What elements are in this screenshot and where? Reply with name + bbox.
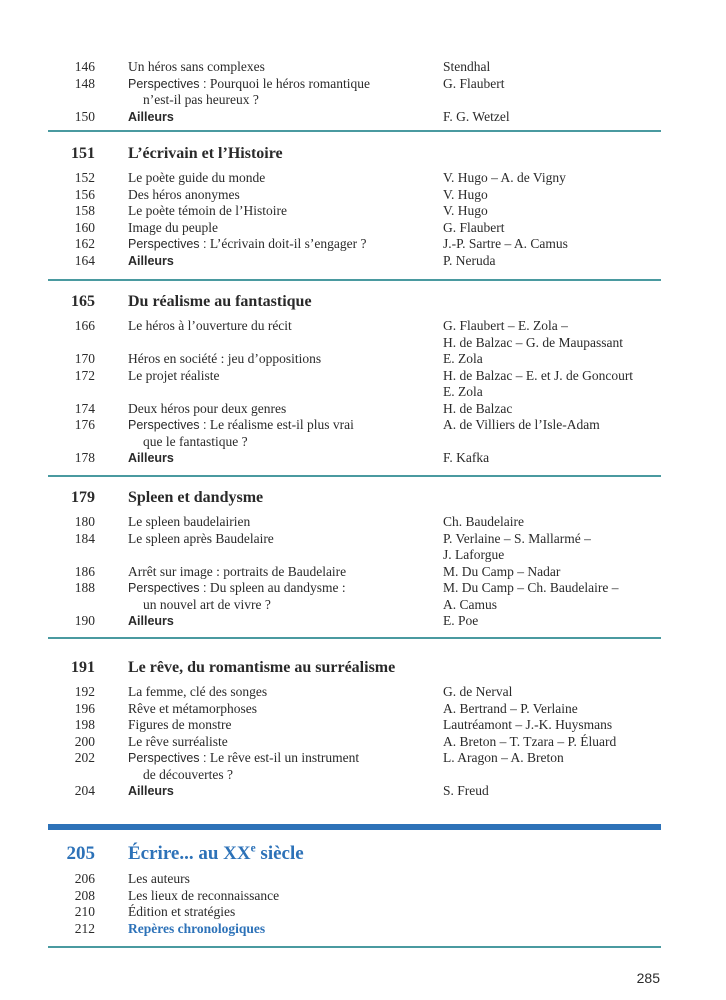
toc-block-3 — [0, 291, 726, 467]
section-title: L’écrivain et l’Histoire — [128, 145, 283, 162]
toc-row — [0, 750, 726, 767]
entry-title — [128, 236, 366, 253]
entry-title — [128, 76, 370, 93]
entry-title: Deux héros pour deux genres — [128, 400, 287, 416]
entry-title: Le héros à l’ouverture du récit — [128, 318, 292, 333]
page-ref: 196 — [74, 700, 95, 716]
toc-row — [0, 236, 726, 253]
toc-row — [0, 904, 726, 921]
toc-row — [0, 318, 726, 335]
entry-title: Les lieux de reconnaissance — [128, 887, 280, 903]
entry-author: G. Flaubert — [443, 75, 505, 91]
page-ref: 162 — [74, 236, 95, 251]
entry-title: Le poète témoin de l’Histoire — [128, 203, 287, 218]
section-page-ref: 151 — [71, 145, 95, 162]
page-ref: 202 — [74, 750, 95, 765]
toc-row — [0, 701, 726, 718]
entry-author: J.-P. Sartre – A. Camus — [443, 236, 568, 251]
page-ref: 208 — [74, 887, 95, 903]
section-heading — [0, 291, 726, 313]
section-page-ref: 179 — [71, 489, 95, 506]
page-ref: 164 — [74, 252, 95, 268]
toc-row-continuation — [0, 335, 726, 352]
toc-row — [0, 253, 726, 270]
section-divider — [48, 946, 661, 948]
entry-author: H. de Balzac – E. et J. de Goncourt — [443, 367, 634, 383]
entry-title: Héros en société : jeu d’oppositions — [128, 351, 322, 366]
entry-author: A. de Villiers de l’Isle-Adam — [443, 417, 600, 432]
page-ref: 176 — [74, 417, 95, 432]
section-divider — [48, 475, 661, 477]
toc-row — [0, 170, 726, 187]
entry-title: Rêve et métamorphoses — [128, 700, 257, 716]
page-ref: 190 — [74, 613, 95, 628]
entry-author: G. Flaubert – E. Zola – — [443, 318, 568, 333]
entry-author: F. G. Wetzel — [443, 108, 510, 124]
perspectives-label: Perspectives : — [128, 751, 207, 765]
page-ref: 156 — [74, 186, 95, 202]
chapter-heading — [0, 841, 726, 867]
page-ref: 166 — [74, 318, 95, 333]
toc-row — [0, 684, 726, 701]
page-ref: 146 — [74, 59, 95, 74]
page-ref: 186 — [74, 563, 95, 579]
toc-block-1 — [0, 59, 726, 125]
page-ref: 184 — [74, 530, 95, 546]
entry-title: Le projet réaliste — [128, 367, 220, 383]
chapter-divider — [48, 824, 661, 830]
chapter-title-text: Écrire... au XX — [128, 843, 251, 864]
toc-row — [0, 109, 726, 126]
perspectives-label: Perspectives : — [128, 76, 207, 91]
entry-author: H. de Balzac — [443, 400, 513, 416]
toc-block-4 — [0, 487, 726, 630]
section-heading — [0, 143, 726, 165]
page-ref: 172 — [74, 367, 95, 383]
entry-title: Un héros sans complexes — [128, 59, 265, 74]
toc-row — [0, 59, 726, 76]
entry-author: Lautréamont – J.-K. Huysmans — [443, 717, 613, 732]
entry-title — [128, 580, 346, 597]
page-ref: 178 — [74, 450, 95, 465]
chapter-title-sup: e — [250, 842, 256, 855]
toc-row — [0, 783, 726, 800]
toc-row — [0, 888, 726, 905]
entry-title: Arrêt sur image : portraits de Baudelaire — [128, 563, 347, 579]
entry-author: G. de Nerval — [443, 684, 513, 699]
page-number: 285 — [636, 970, 660, 986]
ailleurs-entry: Ailleurs — [128, 253, 174, 268]
entry-author: V. Hugo — [443, 186, 488, 202]
entry-author: L. Aragon – A. Breton — [443, 750, 564, 765]
toc-row — [0, 871, 726, 888]
page-ref: 152 — [74, 170, 95, 185]
toc-row-continuation — [0, 547, 726, 564]
entry-title-text: Le rêve est-il un instrument — [209, 750, 360, 765]
toc-row-continuation — [0, 434, 726, 451]
page-ref: 198 — [74, 717, 95, 732]
chapter-page-ref: 205 — [66, 843, 95, 864]
entry-author-continuation: A. Camus — [443, 596, 497, 612]
entry-author: P. Neruda — [443, 252, 496, 268]
toc-block-5 — [0, 657, 726, 800]
toc-block-6 — [0, 841, 726, 937]
entry-author: P. Verlaine – S. Mallarmé – — [443, 530, 591, 546]
page-ref: 192 — [74, 684, 95, 699]
section-page-ref: 191 — [71, 659, 95, 676]
toc-row-continuation — [0, 767, 726, 784]
entry-title-continuation: que le fantastique ? — [143, 433, 248, 449]
entry-author: A. Bertrand – P. Verlaine — [443, 700, 578, 716]
toc-row — [0, 368, 726, 385]
toc-row-continuation — [0, 384, 726, 401]
entry-title-continuation: un nouvel art de vivre ? — [143, 596, 271, 612]
page-ref: 204 — [74, 783, 95, 798]
toc-row — [0, 580, 726, 597]
ailleurs-entry: Ailleurs — [128, 784, 174, 798]
toc-row — [0, 613, 726, 630]
toc-row — [0, 187, 726, 204]
entry-author: S. Freud — [443, 783, 489, 798]
toc-row — [0, 734, 726, 751]
page-ref: 150 — [74, 108, 95, 124]
section-heading — [0, 657, 726, 679]
page-ref: 158 — [74, 203, 95, 218]
entry-author: F. Kafka — [443, 450, 490, 465]
entry-author: Stendhal — [443, 59, 491, 74]
page-ref: 174 — [74, 400, 95, 416]
entry-author: M. Du Camp – Ch. Baudelaire – — [443, 580, 619, 595]
page-ref: 210 — [74, 904, 95, 919]
section-title: Du réalisme au fantastique — [128, 293, 312, 310]
entry-author-continuation: J. Laforgue — [443, 547, 505, 562]
perspectives-label: Perspectives : — [128, 237, 207, 251]
entry-title: La femme, clé des songes — [128, 684, 268, 699]
toc-row — [0, 514, 726, 531]
page-ref: 200 — [74, 733, 95, 749]
section-divider — [48, 130, 661, 132]
toc-row — [0, 531, 726, 548]
entry-title: Les auteurs — [128, 871, 190, 886]
entry-author: G. Flaubert — [443, 219, 505, 235]
page-ref: 212 — [74, 920, 95, 936]
entry-title-text: L’écrivain doit-il s’engager ? — [209, 236, 367, 251]
toc-row — [0, 76, 726, 93]
entry-title: Le rêve surréaliste — [128, 733, 228, 749]
toc-row — [0, 203, 726, 220]
section-divider — [48, 279, 661, 281]
toc-row — [0, 450, 726, 467]
toc-row — [0, 717, 726, 734]
ailleurs-entry: Ailleurs — [128, 614, 174, 628]
entry-author-continuation: E. Zola — [443, 384, 483, 399]
toc-row — [0, 220, 726, 237]
entry-title: Figures de monstre — [128, 717, 232, 732]
page-ref: 180 — [74, 514, 95, 529]
section-page-ref: 165 — [71, 293, 95, 310]
entry-author: E. Zola — [443, 351, 483, 366]
section-divider — [48, 637, 661, 639]
entry-title: Des héros anonymes — [128, 186, 240, 202]
ailleurs-entry: Ailleurs — [128, 451, 174, 465]
section-title: Spleen et dandysme — [128, 489, 264, 506]
entry-title: Édition et stratégies — [128, 904, 236, 919]
toc-row-continuation — [0, 92, 726, 109]
toc-row — [0, 401, 726, 418]
entry-title — [128, 750, 359, 767]
entry-author: E. Poe — [443, 613, 479, 628]
chapter-title — [128, 841, 304, 867]
entry-title-text: Pourquoi le héros romantique — [209, 75, 370, 91]
page-ref: 160 — [74, 219, 95, 235]
toc-row — [0, 351, 726, 368]
entry-title-continuation: n’est-il pas heureux ? — [143, 92, 259, 107]
page-ref: 148 — [74, 75, 95, 91]
entry-title-highlight: Repères chronologiques — [128, 920, 266, 936]
toc-row — [0, 921, 726, 938]
entry-title-text: Le réalisme est-il plus vrai — [209, 417, 354, 432]
toc-row — [0, 417, 726, 434]
page-ref: 188 — [74, 580, 95, 595]
entry-author: Ch. Baudelaire — [443, 514, 524, 529]
perspectives-label: Perspectives : — [128, 581, 207, 595]
page-ref: 206 — [74, 871, 95, 886]
entry-author: A. Breton – T. Tzara – P. Éluard — [443, 733, 617, 749]
toc-row — [0, 564, 726, 581]
entry-title: Le poète guide du monde — [128, 170, 266, 185]
perspectives-label: Perspectives : — [128, 418, 207, 432]
entry-title-continuation: de découvertes ? — [143, 766, 233, 782]
ailleurs-entry: Ailleurs — [128, 109, 174, 124]
entry-author: M. Du Camp – Nadar — [443, 563, 561, 579]
section-title: Le rêve, du romantisme au surréalisme — [128, 659, 396, 676]
entry-author: V. Hugo — [443, 203, 488, 218]
entry-title: Image du peuple — [128, 219, 218, 235]
toc-row-continuation — [0, 597, 726, 614]
entry-title: Le spleen après Baudelaire — [128, 530, 274, 546]
entry-author-continuation: H. de Balzac – G. de Maupassant — [443, 334, 623, 350]
page-ref: 170 — [74, 351, 95, 366]
chapter-title-end: siècle — [255, 843, 304, 864]
toc-block-2 — [0, 143, 726, 269]
entry-author: V. Hugo – A. de Vigny — [443, 170, 566, 185]
entry-title — [128, 417, 354, 434]
entry-title-text: Du spleen au dandysme : — [209, 580, 346, 595]
section-heading — [0, 487, 726, 509]
entry-title: Le spleen baudelairien — [128, 514, 251, 529]
